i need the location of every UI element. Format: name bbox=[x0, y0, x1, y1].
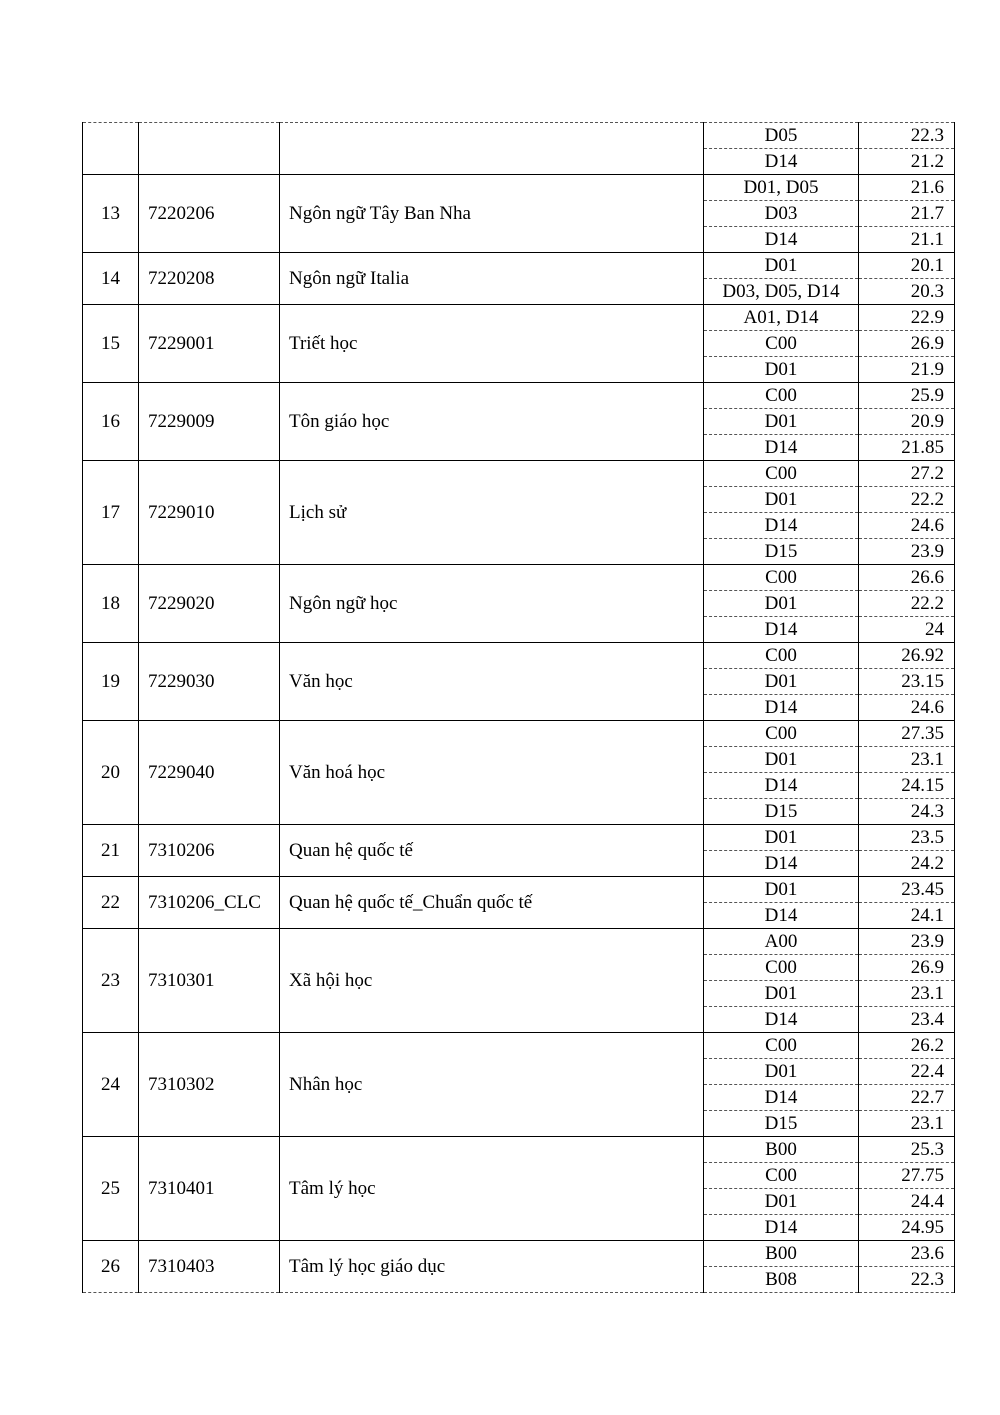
major-name-cell bbox=[280, 123, 704, 175]
cutoff-score-cell: 24.3 bbox=[859, 799, 955, 825]
major-code-cell: 7310206_CLC bbox=[139, 877, 280, 929]
table-row bbox=[83, 253, 955, 279]
cutoff-score-cell: 21.2 bbox=[859, 149, 955, 175]
row-number-cell: 13 bbox=[83, 175, 139, 253]
major-code-cell: 7229040 bbox=[139, 721, 280, 825]
subject-combination-cell: D14 bbox=[704, 903, 859, 929]
cutoff-score-cell: 22.4 bbox=[859, 1059, 955, 1085]
major-code-cell: 7310403 bbox=[139, 1241, 280, 1293]
cutoff-score-cell: 27.2 bbox=[859, 461, 955, 487]
major-name-cell: Quan hệ quốc tế bbox=[280, 825, 704, 877]
major-name-cell: Tâm lý học giáo dục bbox=[280, 1241, 704, 1293]
cutoff-score-cell: 20.9 bbox=[859, 409, 955, 435]
cutoff-score-cell: 26.92 bbox=[859, 643, 955, 669]
cutoff-score-cell: 26.2 bbox=[859, 1033, 955, 1059]
major-name-cell: Tôn giáo học bbox=[280, 383, 704, 461]
major-code-cell: 7220208 bbox=[139, 253, 280, 305]
cutoff-score-cell: 21.9 bbox=[859, 357, 955, 383]
subject-combination-cell: D14 bbox=[704, 149, 859, 175]
cutoff-score-cell: 26.9 bbox=[859, 331, 955, 357]
major-code-cell: 7229010 bbox=[139, 461, 280, 565]
row-number-cell: 23 bbox=[83, 929, 139, 1033]
subject-combination-cell: C00 bbox=[704, 1163, 859, 1189]
subject-combination-cell: D01 bbox=[704, 669, 859, 695]
row-number-cell: 19 bbox=[83, 643, 139, 721]
cutoff-score-cell: 25.3 bbox=[859, 1137, 955, 1163]
major-name-cell: Văn hoá học bbox=[280, 721, 704, 825]
cutoff-score-cell: 26.6 bbox=[859, 565, 955, 591]
subject-combination-cell: D01 bbox=[704, 591, 859, 617]
subject-combination-cell: D14 bbox=[704, 851, 859, 877]
table-row bbox=[83, 383, 955, 409]
cutoff-score-cell: 21.1 bbox=[859, 227, 955, 253]
cutoff-score-cell: 24.6 bbox=[859, 513, 955, 539]
table-row bbox=[83, 175, 955, 201]
cutoff-score-cell: 23.9 bbox=[859, 929, 955, 955]
subject-combination-cell: D01 bbox=[704, 409, 859, 435]
subject-combination-cell: C00 bbox=[704, 461, 859, 487]
table-row bbox=[83, 461, 955, 487]
scores-table-body bbox=[83, 123, 955, 1293]
row-number-cell: 18 bbox=[83, 565, 139, 643]
cutoff-score-cell: 24.15 bbox=[859, 773, 955, 799]
subject-combination-cell: D03, D05, D14 bbox=[704, 279, 859, 305]
admission-scores-table bbox=[82, 122, 955, 1293]
cutoff-score-cell: 22.2 bbox=[859, 591, 955, 617]
subject-combination-cell: D14 bbox=[704, 435, 859, 461]
cutoff-score-cell: 22.7 bbox=[859, 1085, 955, 1111]
major-name-cell: Nhân học bbox=[280, 1033, 704, 1137]
major-name-cell: Ngôn ngữ học bbox=[280, 565, 704, 643]
cutoff-score-cell: 23.6 bbox=[859, 1241, 955, 1267]
major-name-cell: Ngôn ngữ Tây Ban Nha bbox=[280, 175, 704, 253]
major-code-cell: 7310206 bbox=[139, 825, 280, 877]
row-number-cell: 15 bbox=[83, 305, 139, 383]
subject-combination-cell: D01 bbox=[704, 747, 859, 773]
major-name-cell: Xã hội học bbox=[280, 929, 704, 1033]
subject-combination-cell: D01, D05 bbox=[704, 175, 859, 201]
cutoff-score-cell: 24.6 bbox=[859, 695, 955, 721]
subject-combination-cell: D14 bbox=[704, 1007, 859, 1033]
row-number-cell: 25 bbox=[83, 1137, 139, 1241]
subject-combination-cell: D14 bbox=[704, 617, 859, 643]
cutoff-score-cell: 24.2 bbox=[859, 851, 955, 877]
cutoff-score-cell: 24.95 bbox=[859, 1215, 955, 1241]
cutoff-score-cell: 20.1 bbox=[859, 253, 955, 279]
subject-combination-cell: D05 bbox=[704, 123, 859, 149]
subject-combination-cell: D01 bbox=[704, 825, 859, 851]
subject-combination-cell: D01 bbox=[704, 877, 859, 903]
cutoff-score-cell: 23.15 bbox=[859, 669, 955, 695]
major-code-cell: 7229030 bbox=[139, 643, 280, 721]
cutoff-score-cell: 25.9 bbox=[859, 383, 955, 409]
row-number-cell: 26 bbox=[83, 1241, 139, 1293]
table-row bbox=[83, 877, 955, 903]
subject-combination-cell: D14 bbox=[704, 227, 859, 253]
cutoff-score-cell: 24 bbox=[859, 617, 955, 643]
cutoff-score-cell: 22.3 bbox=[859, 1267, 955, 1293]
subject-combination-cell: D15 bbox=[704, 1111, 859, 1137]
cutoff-score-cell: 22.3 bbox=[859, 123, 955, 149]
cutoff-score-cell: 23.1 bbox=[859, 747, 955, 773]
major-code-cell: 7229009 bbox=[139, 383, 280, 461]
row-number-cell: 16 bbox=[83, 383, 139, 461]
cutoff-score-cell: 24.4 bbox=[859, 1189, 955, 1215]
subject-combination-cell: D01 bbox=[704, 1059, 859, 1085]
cutoff-score-cell: 22.2 bbox=[859, 487, 955, 513]
table-row bbox=[83, 305, 955, 331]
subject-combination-cell: D01 bbox=[704, 357, 859, 383]
subject-combination-cell: D14 bbox=[704, 513, 859, 539]
subject-combination-cell: D01 bbox=[704, 253, 859, 279]
cutoff-score-cell: 24.1 bbox=[859, 903, 955, 929]
table-row bbox=[83, 1033, 955, 1059]
subject-combination-cell: C00 bbox=[704, 383, 859, 409]
subject-combination-cell: A01, D14 bbox=[704, 305, 859, 331]
subject-combination-cell: D15 bbox=[704, 799, 859, 825]
major-name-cell: Lịch sử bbox=[280, 461, 704, 565]
subject-combination-cell: D14 bbox=[704, 1215, 859, 1241]
row-number-cell: 17 bbox=[83, 461, 139, 565]
subject-combination-cell: D03 bbox=[704, 201, 859, 227]
subject-combination-cell: B08 bbox=[704, 1267, 859, 1293]
subject-combination-cell: C00 bbox=[704, 643, 859, 669]
subject-combination-cell: C00 bbox=[704, 565, 859, 591]
cutoff-score-cell: 21.7 bbox=[859, 201, 955, 227]
cutoff-score-cell: 26.9 bbox=[859, 955, 955, 981]
cutoff-score-cell: 23.5 bbox=[859, 825, 955, 851]
row-number-cell: 14 bbox=[83, 253, 139, 305]
subject-combination-cell: D14 bbox=[704, 1085, 859, 1111]
major-code-cell: 7310301 bbox=[139, 929, 280, 1033]
table-row bbox=[83, 1137, 955, 1163]
cutoff-score-cell: 23.1 bbox=[859, 981, 955, 1007]
cutoff-score-cell: 22.9 bbox=[859, 305, 955, 331]
subject-combination-cell: D14 bbox=[704, 773, 859, 799]
major-code-cell: 7229001 bbox=[139, 305, 280, 383]
table-row bbox=[83, 643, 955, 669]
major-name-cell: Tâm lý học bbox=[280, 1137, 704, 1241]
cutoff-score-cell: 20.3 bbox=[859, 279, 955, 305]
table-row bbox=[83, 825, 955, 851]
cutoff-score-cell: 27.75 bbox=[859, 1163, 955, 1189]
table-row bbox=[83, 1241, 955, 1267]
cutoff-score-cell: 21.6 bbox=[859, 175, 955, 201]
row-number-cell: 21 bbox=[83, 825, 139, 877]
subject-combination-cell: A00 bbox=[704, 929, 859, 955]
major-code-cell: 7310302 bbox=[139, 1033, 280, 1137]
cutoff-score-cell: 27.35 bbox=[859, 721, 955, 747]
cutoff-score-cell: 21.85 bbox=[859, 435, 955, 461]
subject-combination-cell: C00 bbox=[704, 955, 859, 981]
cutoff-score-cell: 23.1 bbox=[859, 1111, 955, 1137]
major-code-cell: 7229020 bbox=[139, 565, 280, 643]
subject-combination-cell: D01 bbox=[704, 981, 859, 1007]
subject-combination-cell: B00 bbox=[704, 1137, 859, 1163]
cutoff-score-cell: 23.9 bbox=[859, 539, 955, 565]
major-code-cell bbox=[139, 123, 280, 175]
table-row bbox=[83, 123, 955, 149]
subject-combination-cell: B00 bbox=[704, 1241, 859, 1267]
major-code-cell: 7310401 bbox=[139, 1137, 280, 1241]
subject-combination-cell: D14 bbox=[704, 695, 859, 721]
subject-combination-cell: C00 bbox=[704, 721, 859, 747]
subject-combination-cell: C00 bbox=[704, 1033, 859, 1059]
row-number-cell bbox=[83, 123, 139, 175]
table-row bbox=[83, 721, 955, 747]
subject-combination-cell: D15 bbox=[704, 539, 859, 565]
major-name-cell: Văn học bbox=[280, 643, 704, 721]
major-name-cell: Ngôn ngữ Italia bbox=[280, 253, 704, 305]
subject-combination-cell: C00 bbox=[704, 331, 859, 357]
cutoff-score-cell: 23.45 bbox=[859, 877, 955, 903]
row-number-cell: 22 bbox=[83, 877, 139, 929]
subject-combination-cell: D01 bbox=[704, 1189, 859, 1215]
table-row bbox=[83, 929, 955, 955]
row-number-cell: 24 bbox=[83, 1033, 139, 1137]
row-number-cell: 20 bbox=[83, 721, 139, 825]
table-row bbox=[83, 565, 955, 591]
major-name-cell: Triết học bbox=[280, 305, 704, 383]
major-name-cell: Quan hệ quốc tế_Chuẩn quốc tế bbox=[280, 877, 704, 929]
subject-combination-cell: D01 bbox=[704, 487, 859, 513]
cutoff-score-cell: 23.4 bbox=[859, 1007, 955, 1033]
major-code-cell: 7220206 bbox=[139, 175, 280, 253]
